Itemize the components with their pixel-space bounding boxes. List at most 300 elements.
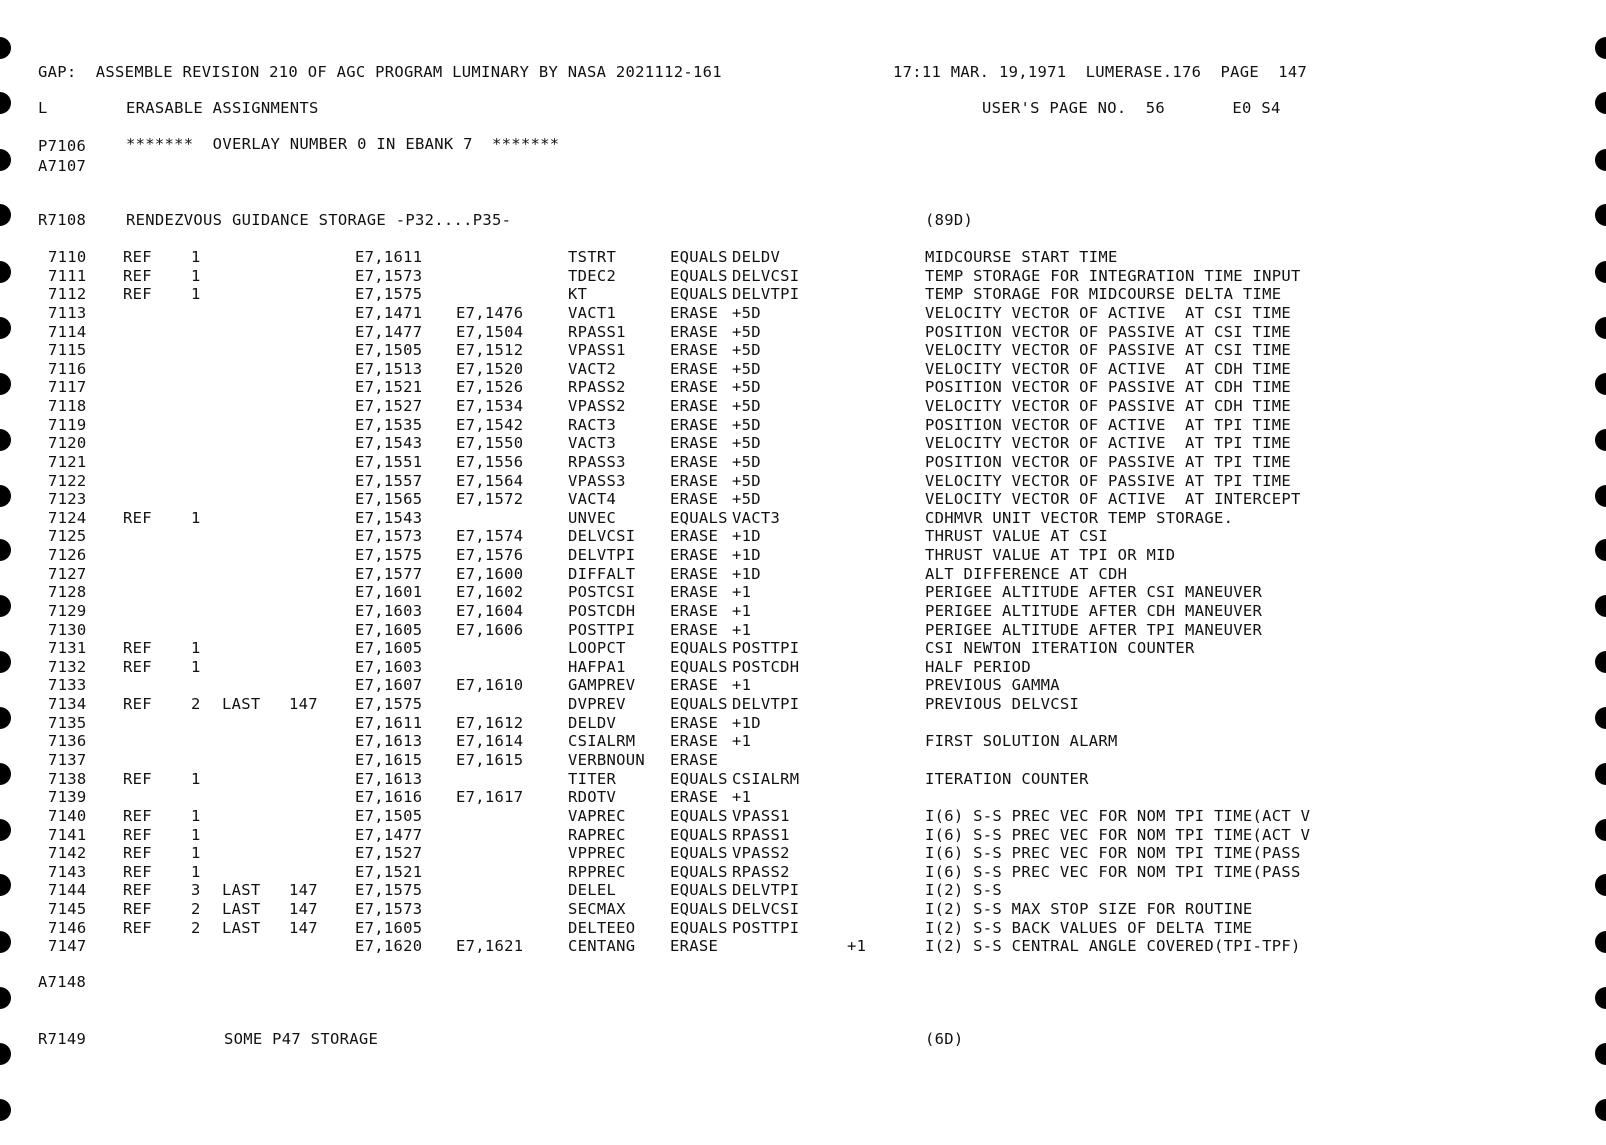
address-start: E7,1603 xyxy=(355,601,423,620)
listing-row xyxy=(0,248,1606,267)
last-keyword: LAST xyxy=(222,900,261,919)
line-number: 7120 xyxy=(48,434,87,453)
address-start: E7,1527 xyxy=(355,397,423,416)
address-start: E7,1573 xyxy=(355,900,423,919)
address-start: E7,1575 xyxy=(355,285,423,304)
symbol-name: DELVTPI xyxy=(568,546,636,565)
symbol-name: DIFFALT xyxy=(568,564,636,583)
symbol-name: TITER xyxy=(568,769,617,788)
symbol-name: GAMPREV xyxy=(568,676,636,695)
symbol-name: VACT4 xyxy=(568,490,617,509)
comment: VELOCITY VECTOR OF PASSIVE AT CDH TIME xyxy=(925,397,1292,416)
opcode: EQUALS xyxy=(670,806,728,825)
address-start: E7,1611 xyxy=(355,248,423,266)
comment: TEMP STORAGE FOR MIDCOURSE DELTA TIME xyxy=(925,285,1282,304)
line-number: 7145 xyxy=(48,900,87,919)
address-end: E7,1604 xyxy=(456,601,524,620)
address-end: E7,1617 xyxy=(456,788,524,807)
address-start: E7,1613 xyxy=(355,769,423,788)
symbol-name: RPASS2 xyxy=(568,378,626,397)
opcode: ERASE xyxy=(670,620,719,639)
ref-keyword: REF xyxy=(123,285,152,304)
line-number: 7140 xyxy=(48,806,87,825)
operand: VACT3 xyxy=(732,508,781,527)
comment: POSITION VECTOR OF ACTIVE AT TPI TIME xyxy=(925,415,1292,434)
opcode: EQUALS xyxy=(670,918,728,937)
feed-hole xyxy=(1595,37,1606,59)
opcode: EQUALS xyxy=(670,881,728,900)
address-end: E7,1556 xyxy=(456,452,524,471)
line-number: 7123 xyxy=(48,490,87,509)
line-number: 7144 xyxy=(48,881,87,900)
listing-row xyxy=(0,360,1606,379)
address-start: E7,1605 xyxy=(355,620,423,639)
operand: +5D xyxy=(732,452,761,471)
section2-line-number: R7149 xyxy=(38,1030,87,1048)
opcode: ERASE xyxy=(670,397,719,416)
address-start: E7,1575 xyxy=(355,546,423,565)
operand: DELVTPI xyxy=(732,881,800,900)
line-number: 7138 xyxy=(48,769,87,788)
address-start: E7,1521 xyxy=(355,378,423,397)
opcode: EQUALS xyxy=(670,862,728,881)
address-start: E7,1573 xyxy=(355,266,423,285)
opcode: ERASE xyxy=(670,546,719,565)
address-end: E7,1512 xyxy=(456,341,524,360)
opcode: EQUALS xyxy=(670,266,728,285)
opcode: ERASE xyxy=(670,732,719,751)
comment: PREVIOUS DELVCSI xyxy=(925,695,1080,714)
comment: ALT DIFFERENCE AT CDH xyxy=(925,564,1128,583)
feed-hole xyxy=(1595,987,1606,1009)
symbol-name: TDEC2 xyxy=(568,266,617,285)
header-title: ERASABLE ASSIGNMENTS xyxy=(126,99,319,117)
line-number: 7126 xyxy=(48,546,87,565)
address-end: E7,1606 xyxy=(456,620,524,639)
comment: VELOCITY VECTOR OF ACTIVE AT TPI TIME xyxy=(925,434,1292,453)
listing-row xyxy=(0,416,1606,435)
ref-count: 1 xyxy=(191,657,201,676)
operand: +5D xyxy=(732,341,761,360)
listing-row xyxy=(0,378,1606,397)
listing-row xyxy=(0,695,1606,714)
ref-keyword: REF xyxy=(123,918,152,937)
listing-row xyxy=(0,565,1606,584)
symbol-name: RAPREC xyxy=(568,825,626,844)
comment: THRUST VALUE AT CSI xyxy=(925,527,1109,546)
last-page: 147 xyxy=(289,900,318,919)
line-number: 7133 xyxy=(48,676,87,695)
feed-hole xyxy=(1595,1099,1606,1121)
address-start: E7,1477 xyxy=(355,825,423,844)
header-l-marker: L xyxy=(38,99,48,117)
header-date-page: 17:11 MAR. 19,1971 LUMERASE.176 PAGE 147 xyxy=(893,63,1308,81)
symbol-name: CENTANG xyxy=(568,937,636,956)
comment: PERIGEE ALTITUDE AFTER CSI MANEUVER xyxy=(925,583,1263,602)
address-end: E7,1504 xyxy=(456,322,524,341)
operand: +1 xyxy=(732,788,752,807)
listing-row xyxy=(0,509,1606,528)
opcode: ERASE xyxy=(670,713,719,732)
opcode: EQUALS xyxy=(670,825,728,844)
address-end: E7,1526 xyxy=(456,378,524,397)
listing-row xyxy=(0,285,1606,304)
comment: CDHMVR UNIT VECTOR TEMP STORAGE. xyxy=(925,508,1234,527)
opcode: ERASE xyxy=(670,341,719,360)
symbol-name: CSIALRM xyxy=(568,732,636,751)
feed-hole xyxy=(1595,1043,1606,1065)
opcode: ERASE xyxy=(670,937,719,956)
operand: VPASS1 xyxy=(732,806,790,825)
address-start: E7,1573 xyxy=(355,527,423,546)
address-start: E7,1605 xyxy=(355,639,423,658)
address-start: E7,1613 xyxy=(355,732,423,751)
line-number: 7119 xyxy=(48,415,87,434)
listing-row xyxy=(0,732,1606,751)
opcode: EQUALS xyxy=(670,695,728,714)
line-number: 7131 xyxy=(48,639,87,658)
symbol-name: POSTCSI xyxy=(568,583,636,602)
operand: +1 xyxy=(732,601,752,620)
ref-count: 1 xyxy=(191,285,201,304)
line-number: 7136 xyxy=(48,732,87,751)
overlay-a-line: A7107 xyxy=(38,157,87,175)
listing-row xyxy=(0,527,1606,546)
address-end: E7,1520 xyxy=(456,359,524,378)
listing-row xyxy=(0,639,1606,658)
comment: VELOCITY VECTOR OF ACTIVE AT INTERCEPT xyxy=(925,490,1301,509)
address-end: E7,1615 xyxy=(456,751,524,769)
operand: +1 xyxy=(732,583,752,602)
last-page: 147 xyxy=(289,881,318,900)
symbol-name: UNVEC xyxy=(568,508,617,527)
symbol-name: VPASS2 xyxy=(568,397,626,416)
header-user-page: USER'S PAGE NO. 56 E0 S4 xyxy=(982,99,1281,117)
overlay-line-number: P7106 xyxy=(38,137,87,155)
address-start: E7,1575 xyxy=(355,881,423,900)
listing-row xyxy=(0,658,1606,677)
feed-hole xyxy=(1595,149,1606,171)
operand: DELVTPI xyxy=(732,695,800,714)
line-number: 7132 xyxy=(48,657,87,676)
symbol-name: VACT3 xyxy=(568,434,617,453)
operand: +1D xyxy=(732,564,761,583)
address-start: E7,1557 xyxy=(355,471,423,490)
symbol-name: POSTTPI xyxy=(568,620,636,639)
opcode: EQUALS xyxy=(670,639,728,658)
address-start: E7,1505 xyxy=(355,806,423,825)
operand: +5D xyxy=(732,490,761,509)
symbol-name: HAFPA1 xyxy=(568,657,626,676)
ref-keyword: REF xyxy=(123,657,152,676)
line-number: 7130 xyxy=(48,620,87,639)
comment: VELOCITY VECTOR OF ACTIVE AT CSI TIME xyxy=(925,303,1292,322)
comment: VELOCITY VECTOR OF ACTIVE AT CDH TIME xyxy=(925,359,1292,378)
operand: DELVCSI xyxy=(732,900,800,919)
address-start: E7,1513 xyxy=(355,359,423,378)
listing-row xyxy=(0,714,1606,733)
comment: POSITION VECTOR OF PASSIVE AT TPI TIME xyxy=(925,452,1292,471)
comment: POSITION VECTOR OF PASSIVE AT CSI TIME xyxy=(925,322,1292,341)
line-number: 7111 xyxy=(48,266,87,285)
section2-title: SOME P47 STORAGE xyxy=(224,1030,379,1048)
symbol-name: DELDV xyxy=(568,713,617,732)
opcode: ERASE xyxy=(670,564,719,583)
symbol-name: LOOPCT xyxy=(568,639,626,658)
comment: I(6) S-S PREC VEC FOR NOM TPI TIME(PASS xyxy=(925,862,1301,881)
comment: VELOCITY VECTOR OF PASSIVE AT TPI TIME xyxy=(925,471,1292,490)
ref-keyword: REF xyxy=(123,862,152,881)
ref-keyword: REF xyxy=(123,266,152,285)
listing-row xyxy=(0,323,1606,342)
last-keyword: LAST xyxy=(222,918,261,937)
symbol-name: RPPREC xyxy=(568,862,626,881)
opcode: ERASE xyxy=(670,527,719,546)
ref-count: 1 xyxy=(191,862,201,881)
ref-keyword: REF xyxy=(123,881,152,900)
address-start: E7,1575 xyxy=(355,695,423,714)
operand: +5D xyxy=(732,303,761,322)
opcode: EQUALS xyxy=(670,900,728,919)
line-number: 7146 xyxy=(48,918,87,937)
listing-row xyxy=(0,770,1606,789)
operand: POSTTPI xyxy=(732,918,800,937)
section-size: (89D) xyxy=(925,211,974,229)
opcode: ERASE xyxy=(670,359,719,378)
listing-row xyxy=(0,602,1606,621)
feed-hole xyxy=(0,987,11,1009)
operand: +1 xyxy=(732,732,752,751)
comment: I(6) S-S PREC VEC FOR NOM TPI TIME(PASS xyxy=(925,844,1301,863)
ref-count: 2 xyxy=(191,900,201,919)
line-number: 7141 xyxy=(48,825,87,844)
operand: DELDV xyxy=(732,248,781,266)
comment: I(2) S-S BACK VALUES OF DELTA TIME xyxy=(925,918,1253,937)
symbol-name: RPASS1 xyxy=(568,322,626,341)
listing-row xyxy=(0,807,1606,826)
listing-row xyxy=(0,490,1606,509)
feed-hole xyxy=(1595,92,1606,114)
listing-row xyxy=(0,863,1606,882)
comment: I(6) S-S PREC VEC FOR NOM TPI TIME(ACT V xyxy=(925,825,1311,844)
listing-row xyxy=(0,304,1606,323)
address-start: E7,1521 xyxy=(355,862,423,881)
feed-hole xyxy=(0,204,11,226)
ref-keyword: REF xyxy=(123,825,152,844)
comment: MIDCOURSE START TIME xyxy=(925,248,1118,266)
address-start: E7,1611 xyxy=(355,713,423,732)
address-start: E7,1565 xyxy=(355,490,423,509)
opcode: ERASE xyxy=(670,788,719,807)
listing-row xyxy=(0,826,1606,845)
comment: CSI NEWTON ITERATION COUNTER xyxy=(925,639,1195,658)
line-number: 7128 xyxy=(48,583,87,602)
address-start: E7,1601 xyxy=(355,583,423,602)
ref-count: 1 xyxy=(191,844,201,863)
ref-count: 2 xyxy=(191,918,201,937)
listing-row xyxy=(0,937,1606,956)
feed-hole xyxy=(0,37,11,59)
ref-count: 1 xyxy=(191,825,201,844)
ref-keyword: REF xyxy=(123,248,152,266)
comment: POSITION VECTOR OF PASSIVE AT CDH TIME xyxy=(925,378,1292,397)
section-line-number: R7108 xyxy=(38,211,87,229)
operand: +5D xyxy=(732,359,761,378)
symbol-name: DELEL xyxy=(568,881,617,900)
operand: +1D xyxy=(732,546,761,565)
operand: +5D xyxy=(732,322,761,341)
comment: PREVIOUS GAMMA xyxy=(925,676,1060,695)
opcode: ERASE xyxy=(670,676,719,695)
symbol-name: KT xyxy=(568,285,588,304)
line-number: 7110 xyxy=(48,248,87,266)
address-start: E7,1577 xyxy=(355,564,423,583)
comment: FIRST SOLUTION ALARM xyxy=(925,732,1118,751)
ref-keyword: REF xyxy=(123,639,152,658)
operand: POSTTPI xyxy=(732,639,800,658)
ref-keyword: REF xyxy=(123,769,152,788)
address-start: E7,1543 xyxy=(355,508,423,527)
listing-row xyxy=(0,621,1606,640)
comment: THRUST VALUE AT TPI OR MID xyxy=(925,546,1176,565)
opcode: ERASE xyxy=(670,490,719,509)
line-number: 7143 xyxy=(48,862,87,881)
listing-row xyxy=(0,751,1606,770)
section-title: RENDEZVOUS GUIDANCE STORAGE -P32....P35- xyxy=(126,211,512,229)
operand: +5D xyxy=(732,471,761,490)
listing-row xyxy=(0,453,1606,472)
address-start: E7,1477 xyxy=(355,322,423,341)
line-number: 7112 xyxy=(48,285,87,304)
listing-row xyxy=(0,434,1606,453)
opcode: ERASE xyxy=(670,583,719,602)
operand: +1 xyxy=(732,676,752,695)
comment: I(2) S-S xyxy=(925,881,1003,900)
symbol-name: RACT3 xyxy=(568,415,617,434)
address-end: E7,1534 xyxy=(456,397,524,416)
opcode: ERASE xyxy=(670,303,719,322)
opcode: EQUALS xyxy=(670,769,728,788)
symbol-name: VAPREC xyxy=(568,806,626,825)
ref-keyword: REF xyxy=(123,844,152,863)
address-end: E7,1550 xyxy=(456,434,524,453)
address-start: E7,1505 xyxy=(355,341,423,360)
address-start: E7,1605 xyxy=(355,918,423,937)
listing-row xyxy=(0,919,1606,938)
opcode: ERASE xyxy=(670,601,719,620)
listing-row xyxy=(0,676,1606,695)
listing-row xyxy=(0,583,1606,602)
opcode: ERASE xyxy=(670,378,719,397)
section2-size: (6D) xyxy=(925,1030,964,1048)
feed-hole xyxy=(1595,204,1606,226)
a-line-7148: A7148 xyxy=(38,973,87,991)
comment: I(2) S-S CENTRAL ANGLE COVERED(TPI-TPF) xyxy=(925,937,1301,956)
line-number: 7135 xyxy=(48,713,87,732)
operand: +1D xyxy=(732,713,761,732)
address-end: E7,1564 xyxy=(456,471,524,490)
ref-keyword: REF xyxy=(123,508,152,527)
address-end: E7,1574 xyxy=(456,527,524,546)
operand: DELVTPI xyxy=(732,285,800,304)
operand: +5D xyxy=(732,434,761,453)
listing-row xyxy=(0,472,1606,491)
address-start: E7,1620 xyxy=(355,937,423,956)
ref-count: 2 xyxy=(191,695,201,714)
comment: ITERATION COUNTER xyxy=(925,769,1089,788)
operand: CSIALRM xyxy=(732,769,800,788)
ref-count: 1 xyxy=(191,508,201,527)
line-number: 7127 xyxy=(48,564,87,583)
line-number: 7142 xyxy=(48,844,87,863)
comment: PERIGEE ALTITUDE AFTER CDH MANEUVER xyxy=(925,601,1263,620)
line-number: 7117 xyxy=(48,378,87,397)
header-assembly-line: GAP: ASSEMBLE REVISION 210 OF AGC PROGRAM LUMINARY BY NASA 2021112-161 xyxy=(38,63,722,81)
ref-count: 1 xyxy=(191,248,201,266)
ref-keyword: REF xyxy=(123,695,152,714)
address-start: E7,1535 xyxy=(355,415,423,434)
symbol-name: VERBNOUN xyxy=(568,751,646,769)
address-end: E7,1476 xyxy=(456,303,524,322)
line-number: 7114 xyxy=(48,322,87,341)
opcode: ERASE xyxy=(670,415,719,434)
listing-row xyxy=(0,844,1606,863)
operand-extra: +1 xyxy=(847,937,867,956)
symbol-name: RDOTV xyxy=(568,788,617,807)
feed-hole xyxy=(0,149,11,171)
line-number: 7118 xyxy=(48,397,87,416)
listing-row xyxy=(0,881,1606,900)
line-number: 7124 xyxy=(48,508,87,527)
ref-keyword: REF xyxy=(123,900,152,919)
line-number: 7113 xyxy=(48,303,87,322)
symbol-name: DELTEEO xyxy=(568,918,636,937)
listing-row xyxy=(0,267,1606,286)
opcode: ERASE xyxy=(670,452,719,471)
last-keyword: LAST xyxy=(222,695,261,714)
address-start: E7,1615 xyxy=(355,751,423,769)
line-number: 7147 xyxy=(48,937,87,956)
symbol-name: VACT1 xyxy=(568,303,617,322)
address-start: E7,1603 xyxy=(355,657,423,676)
symbol-name: RPASS3 xyxy=(568,452,626,471)
symbol-name: POSTCDH xyxy=(568,601,636,620)
line-number: 7116 xyxy=(48,359,87,378)
address-end: E7,1621 xyxy=(456,937,524,956)
last-keyword: LAST xyxy=(222,881,261,900)
address-end: E7,1542 xyxy=(456,415,524,434)
operand: RPASS1 xyxy=(732,825,790,844)
opcode: ERASE xyxy=(670,322,719,341)
operand: RPASS2 xyxy=(732,862,790,881)
comment: VELOCITY VECTOR OF PASSIVE AT CSI TIME xyxy=(925,341,1292,360)
address-end: E7,1572 xyxy=(456,490,524,509)
symbol-name: VPPREC xyxy=(568,844,626,863)
address-end: E7,1612 xyxy=(456,713,524,732)
opcode: EQUALS xyxy=(670,248,728,266)
ref-count: 1 xyxy=(191,806,201,825)
address-start: E7,1551 xyxy=(355,452,423,471)
address-end: E7,1600 xyxy=(456,564,524,583)
opcode: EQUALS xyxy=(670,285,728,304)
last-page: 147 xyxy=(289,918,318,937)
symbol-name: VPASS1 xyxy=(568,341,626,360)
address-end: E7,1614 xyxy=(456,732,524,751)
operand: +5D xyxy=(732,415,761,434)
line-number: 7139 xyxy=(48,788,87,807)
comment: I(2) S-S MAX STOP SIZE FOR ROUTINE xyxy=(925,900,1253,919)
listing-row xyxy=(0,397,1606,416)
